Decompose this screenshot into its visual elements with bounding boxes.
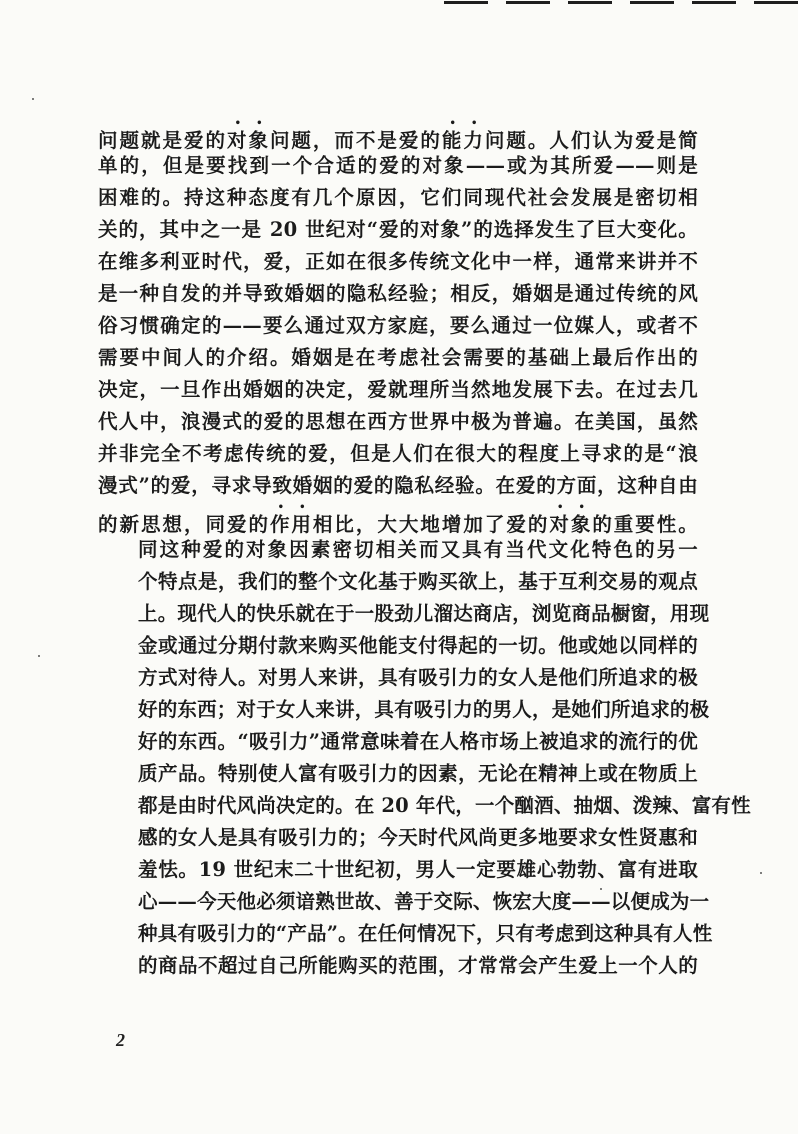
text-segment: 漫式”的爱，寻求导致婚姻的爱的隐私经验。在爱的方面，这种自由 (98, 474, 698, 497)
emphasized-term: 对象 (226, 129, 270, 152)
top-rule-4 (630, 1, 674, 4)
text-line (98, 694, 710, 726)
top-rule-3 (568, 1, 612, 4)
text-segment: 方式对待人。对男人来讲，具有吸引力的女人是他们所追求的极 (138, 666, 698, 689)
text-line (98, 726, 698, 758)
text-segment: 个特点是，我们的整个文化基于购买欲上，基于互利交易的观点 (138, 570, 698, 593)
text-segment: 好的东西；对于女人来讲，具有吸引力的男人，是她们所追求的极 (138, 698, 710, 721)
text-segment: 决定，一旦作出婚姻的决定，爱就理所当然地发展下去。在过去几 (98, 378, 698, 401)
text-segment: 并非完全不考虑传统的爱，但是人们在很大的程度上寻求的是“浪 (98, 442, 698, 465)
text-line (98, 502, 698, 534)
text-line (98, 886, 710, 918)
text-line (98, 534, 698, 566)
text-segment: 同这种爱的对象因素密切相关而又具有当代文化特色的另一 (138, 538, 698, 561)
text-segment: 心——今天他必须谙熟世故、善于交际、恢宏大度——以便成为一 (138, 890, 710, 913)
text-line (98, 950, 698, 982)
text-segment: 在维多利亚时代，爱，正如在很多传统文化中一样，通常来讲并不 (98, 250, 698, 273)
scan-speck (760, 872, 762, 874)
text-line (98, 182, 698, 214)
text-segment: 相比，大大地增加了爱的 (312, 513, 550, 536)
text-line (98, 790, 751, 822)
text-segment: 感的女人是具有吸引力的；今天时代风尚更多地要求女性贤惠和 (138, 826, 698, 849)
top-rule-1 (444, 1, 488, 4)
text-line (98, 470, 698, 502)
emphasized-term: 作用 (269, 513, 313, 536)
text-line (98, 310, 698, 342)
text-segment: 的重要性。 (592, 513, 698, 536)
text-line (98, 598, 710, 630)
text-segment: 需要中间人的介绍。婚姻是在考虑社会需要的基础上最后作出的 (98, 346, 698, 369)
text-line (98, 854, 698, 886)
text-line (98, 630, 698, 662)
text-segment: 都是由时代风尚决定的。在 20 年代，一个酗酒、抽烟、泼辣、富有性 (138, 794, 751, 817)
paragraph (98, 534, 751, 982)
text-segment: 金或通过分期付款来购买他能支付得起的一切。他或她以同样的 (138, 634, 698, 657)
text-segment: 困难的。持这种态度有几个原因，它们同现代社会发展是密切相 (98, 186, 698, 209)
text-segment: 问题。人们认为爱是简 (484, 129, 698, 152)
text-segment: 俗习惯确定的——要么通过双方家庭，要么通过一位媒人，或者不 (98, 314, 698, 337)
top-rule-marks (430, 0, 798, 6)
text-line (98, 214, 698, 246)
text-line (98, 118, 698, 150)
scan-speck (38, 655, 40, 657)
scan-speck (32, 98, 34, 100)
text-segment: 上。现代人的快乐就在于一股劲儿溜达商店，浏览商品橱窗，用现 (138, 602, 710, 625)
top-rule-5 (692, 1, 736, 4)
text-segment: 好的东西。“吸引力”通常意味着在人格市场上被追求的流行的优 (138, 730, 698, 753)
text-line (98, 438, 698, 470)
text-line (98, 822, 698, 854)
text-segment: 的新思想，同爱的 (98, 513, 270, 536)
text-line (98, 918, 713, 950)
text-segment: 是一种自发的并导致婚姻的隐私经验；相反，婚姻是通过传统的风 (98, 282, 698, 305)
text-segment: 羞怯。19 世纪末二十世纪初，男人一定要雄心勃勃、富有进取 (138, 858, 698, 881)
text-segment: 代人中，浪漫式的爱的思想在西方世界中极为普遍。在美国，虽然 (98, 410, 698, 433)
top-rule-6 (754, 1, 798, 4)
scan-speck (600, 888, 602, 890)
text-line (98, 278, 698, 310)
text-segment: 关的，其中之一是 20 世纪对“爱的对象”的选择发生了巨大变化。 (98, 218, 698, 241)
text-line (98, 374, 698, 406)
emphasized-term: 能力 (441, 129, 485, 152)
emphasized-term: 对象 (549, 513, 593, 536)
text-line (98, 342, 698, 374)
text-segment: 单的，但是要找到一个合适的爱的对象——或为其所爱——则是 (98, 154, 698, 177)
text-line (98, 406, 698, 438)
text-segment: 质产品。特别使人富有吸引力的因素，无论在精神上或在物质上 (138, 762, 698, 785)
page-number: 2 (116, 1030, 125, 1050)
text-line (98, 758, 698, 790)
text-segment: 问题就是爱的 (98, 129, 227, 152)
page-body (98, 118, 751, 982)
text-segment: 问题，而不是爱的 (269, 129, 442, 152)
top-rule-2 (506, 1, 550, 4)
text-line (98, 246, 698, 278)
text-line (98, 566, 698, 598)
text-segment: 的商品不超过自己所能购买的范围，才常常会产生爱上一个人的 (138, 954, 698, 977)
text-line (98, 150, 698, 182)
paragraph (98, 118, 698, 534)
text-line (98, 662, 698, 694)
text-segment: 种具有吸引力的“产品”。在任何情况下，只有考虑到这种具有人性 (138, 922, 713, 945)
